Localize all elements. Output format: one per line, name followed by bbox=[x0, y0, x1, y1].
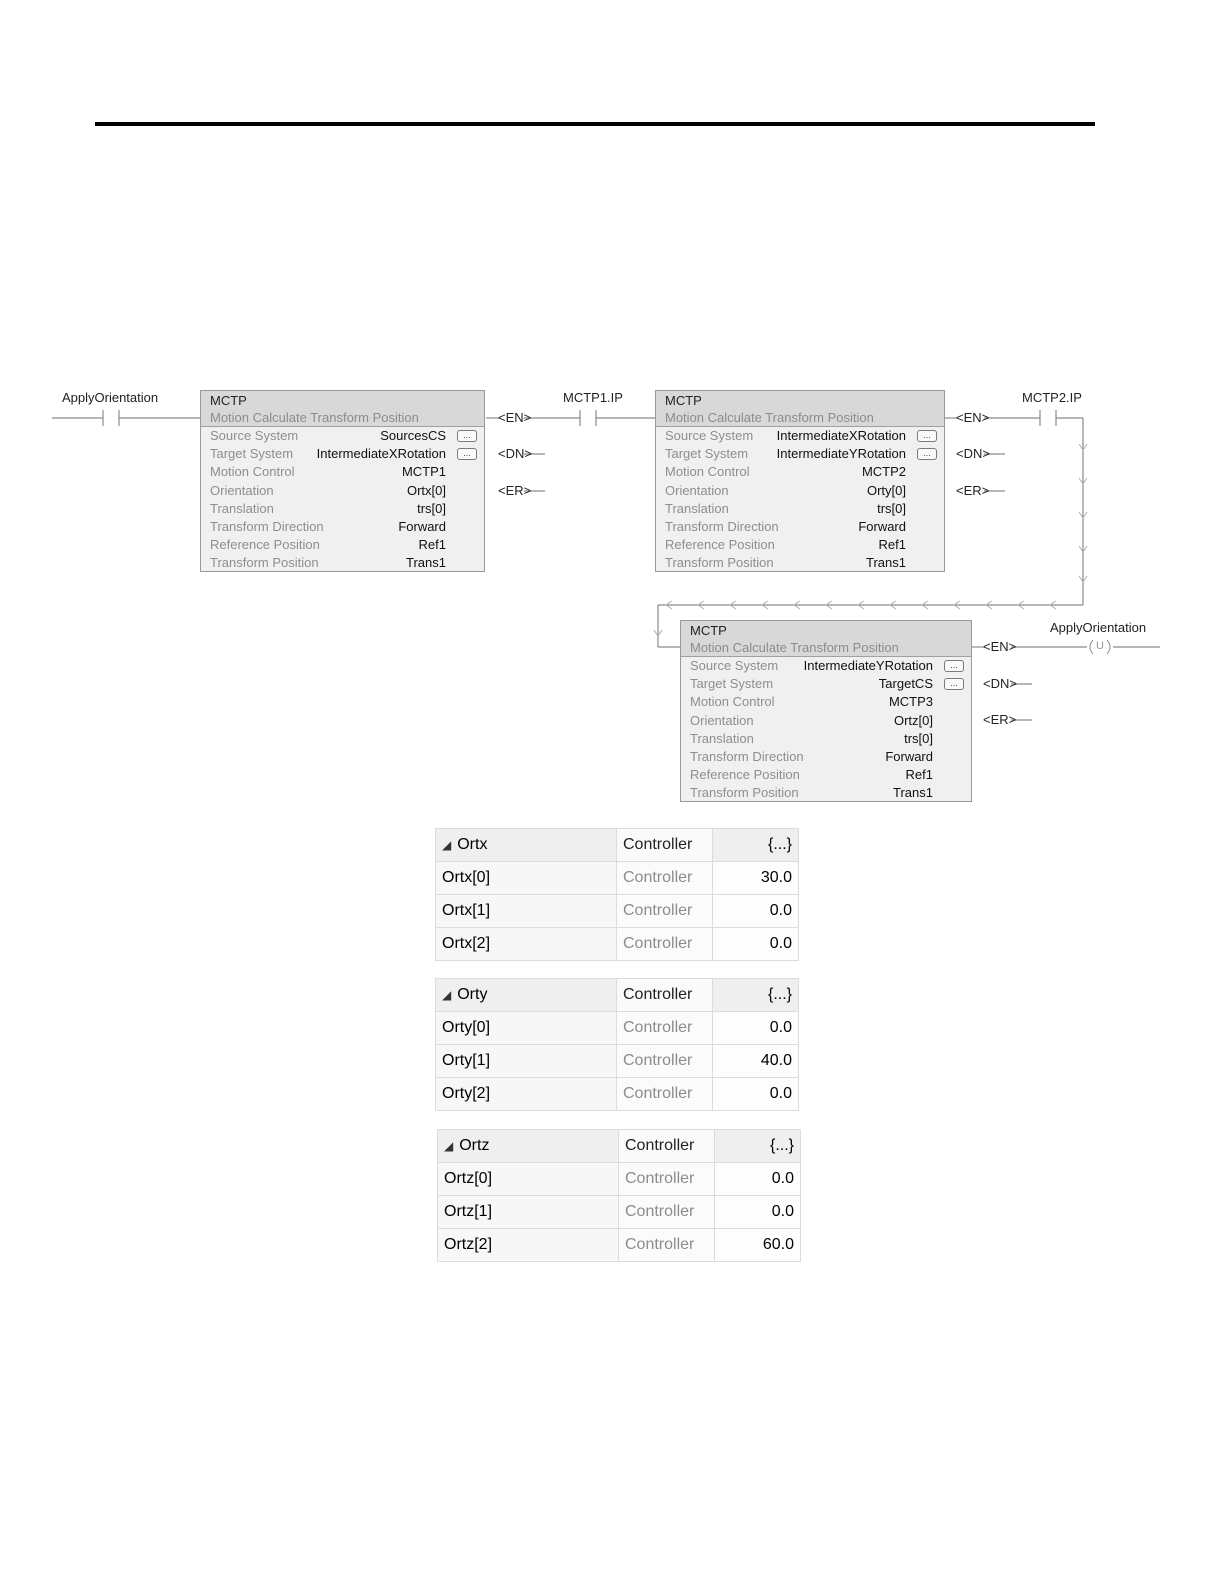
param-key: Transform Position bbox=[210, 555, 319, 571]
table-row[interactable] bbox=[436, 1012, 799, 1045]
table-row[interactable] bbox=[436, 928, 799, 961]
tag-scope: Controller bbox=[617, 1012, 713, 1045]
table-row[interactable] bbox=[436, 979, 799, 1012]
tag-name: Ortx[0] bbox=[436, 862, 617, 895]
param-key: Transform Direction bbox=[665, 518, 779, 534]
param-value: MCTP3 bbox=[888, 694, 933, 710]
tag-scope: Controller bbox=[617, 862, 713, 895]
param-value: Ref1 bbox=[878, 537, 906, 553]
param-key: Target System bbox=[210, 446, 294, 462]
param-key: Motion Control bbox=[665, 464, 750, 480]
tag-value[interactable]: 60.0 bbox=[715, 1229, 801, 1262]
tag-value[interactable]: 0.0 bbox=[713, 1078, 799, 1111]
tag-name: Orty[1] bbox=[436, 1045, 617, 1078]
param-key: Source System bbox=[665, 428, 754, 443]
param-value: Ortz[0] bbox=[893, 712, 933, 728]
contact-tag-label: MCTP2.IP bbox=[1022, 390, 1082, 405]
tag-name: Orty[2] bbox=[436, 1078, 617, 1111]
output-en: <EN> bbox=[956, 410, 990, 425]
block-description: Motion Calculate Transform Position bbox=[665, 410, 874, 425]
table-row[interactable] bbox=[438, 1163, 801, 1196]
param-key: Target System bbox=[690, 676, 774, 692]
param-key: Orientation bbox=[690, 712, 754, 728]
table-row[interactable] bbox=[436, 1078, 799, 1111]
param-value: trs[0] bbox=[417, 500, 446, 516]
param-value: Ref1 bbox=[418, 537, 446, 553]
tag-name: Orty[0] bbox=[436, 1012, 617, 1045]
browse-button[interactable]: ... bbox=[944, 678, 964, 690]
block-description: Motion Calculate Transform Position bbox=[210, 410, 419, 425]
tag-scope: Controller bbox=[617, 895, 713, 928]
param-key: Translation bbox=[690, 730, 754, 746]
param-value: Forward bbox=[398, 518, 446, 534]
tag-scope: Controller bbox=[617, 1078, 713, 1111]
param-value: TargetCS bbox=[878, 676, 933, 692]
param-value: Ref1 bbox=[905, 767, 933, 783]
tag-value[interactable]: 0.0 bbox=[713, 1012, 799, 1045]
table-row[interactable] bbox=[438, 1229, 801, 1262]
collapse-triangle-icon[interactable]: ◢ bbox=[442, 988, 452, 1002]
param-value: Forward bbox=[858, 518, 906, 534]
coil-symbol: U bbox=[1096, 640, 1104, 652]
param-value: Orty[0] bbox=[866, 482, 906, 498]
tag-name: Ortz[0] bbox=[438, 1163, 619, 1196]
tag-value[interactable]: {...} bbox=[713, 829, 799, 862]
output-dn: <DN> bbox=[983, 676, 1017, 691]
mctp-block-2[interactable] bbox=[655, 390, 945, 572]
tag-table-orty bbox=[435, 978, 799, 1111]
param-value: Trans1 bbox=[893, 785, 933, 801]
tag-name: Orty bbox=[457, 986, 488, 1003]
param-key: Reference Position bbox=[210, 537, 320, 553]
tag-scope: Controller bbox=[619, 1130, 715, 1163]
param-value: MCTP1 bbox=[401, 464, 446, 480]
param-value: Ortx[0] bbox=[406, 482, 446, 498]
contact-tag-label: ApplyOrientation bbox=[62, 390, 159, 405]
param-key: Transform Direction bbox=[690, 748, 804, 764]
param-key: Transform Direction bbox=[210, 518, 324, 534]
param-value: Trans1 bbox=[866, 555, 906, 571]
output-en: <EN> bbox=[983, 639, 1017, 654]
block-name: MCTP bbox=[690, 623, 727, 638]
browse-button[interactable]: ... bbox=[457, 448, 477, 460]
table-row[interactable] bbox=[438, 1196, 801, 1229]
output-dn: <DN> bbox=[956, 446, 990, 461]
param-value: IntermediateXRotation bbox=[776, 428, 906, 443]
param-key: Motion Control bbox=[690, 694, 775, 710]
param-key: Orientation bbox=[665, 482, 729, 498]
param-value: trs[0] bbox=[877, 500, 906, 516]
tag-value[interactable]: {...} bbox=[715, 1130, 801, 1163]
contact-tag-label: MCTP1.IP bbox=[563, 390, 623, 405]
param-value: IntermediateYRotation bbox=[803, 658, 933, 673]
browse-button[interactable]: ... bbox=[917, 448, 937, 460]
param-key: Reference Position bbox=[665, 537, 775, 553]
coil-tag-label: ApplyOrientation bbox=[1050, 620, 1147, 635]
table-row[interactable] bbox=[436, 829, 799, 862]
tag-value[interactable]: {...} bbox=[713, 979, 799, 1012]
tag-name: Ortx bbox=[457, 836, 488, 853]
param-value: SourcesCS bbox=[380, 428, 446, 443]
param-key: Transform Position bbox=[665, 555, 774, 571]
param-key: Translation bbox=[210, 500, 274, 516]
collapse-triangle-icon[interactable]: ◢ bbox=[444, 1139, 454, 1153]
mctp-block-1[interactable] bbox=[200, 390, 485, 572]
param-key: Transform Position bbox=[690, 785, 799, 801]
tag-name: Ortz bbox=[459, 1137, 490, 1154]
tag-scope: Controller bbox=[619, 1163, 715, 1196]
tag-value[interactable]: 0.0 bbox=[713, 928, 799, 961]
param-value: MCTP2 bbox=[861, 464, 906, 480]
tag-scope: Controller bbox=[617, 928, 713, 961]
param-key: Target System bbox=[665, 446, 749, 462]
tag-scope: Controller bbox=[617, 1045, 713, 1078]
collapse-triangle-icon[interactable]: ◢ bbox=[442, 838, 452, 852]
param-value: IntermediateYRotation bbox=[776, 446, 906, 462]
coil-left-arc bbox=[1090, 640, 1093, 654]
param-value: Trans1 bbox=[406, 555, 446, 571]
param-value: trs[0] bbox=[904, 730, 933, 746]
table-row[interactable] bbox=[436, 895, 799, 928]
table-row[interactable] bbox=[436, 1045, 799, 1078]
coil-right-arc bbox=[1107, 640, 1110, 654]
param-value: Forward bbox=[885, 748, 933, 764]
tag-value[interactable]: 0.0 bbox=[715, 1163, 801, 1196]
output-er: <ER> bbox=[956, 483, 990, 498]
tag-scope: Controller bbox=[619, 1196, 715, 1229]
tag-scope: Controller bbox=[617, 829, 713, 862]
tag-value[interactable]: 30.0 bbox=[713, 862, 799, 895]
output-er: <ER> bbox=[498, 483, 532, 498]
param-value: IntermediateXRotation bbox=[316, 446, 446, 462]
block-name: MCTP bbox=[665, 393, 702, 408]
tag-value[interactable]: 40.0 bbox=[713, 1045, 799, 1078]
mctp-block-3[interactable] bbox=[680, 620, 972, 802]
block-description: Motion Calculate Transform Position bbox=[690, 640, 899, 655]
browse-button[interactable]: ... bbox=[917, 430, 937, 442]
output-en: <EN> bbox=[498, 410, 532, 425]
tag-value[interactable]: 0.0 bbox=[715, 1196, 801, 1229]
browse-button[interactable]: ... bbox=[944, 660, 964, 672]
tag-scope: Controller bbox=[617, 979, 713, 1012]
output-dn: <DN> bbox=[498, 446, 532, 461]
param-key: Source System bbox=[690, 658, 779, 673]
block-name: MCTP bbox=[210, 393, 247, 408]
tag-scope: Controller bbox=[619, 1229, 715, 1262]
tag-name: Ortz[2] bbox=[438, 1229, 619, 1262]
table-row[interactable] bbox=[438, 1130, 801, 1163]
tag-value[interactable]: 0.0 bbox=[713, 895, 799, 928]
output-er: <ER> bbox=[983, 712, 1017, 727]
param-key: Source System bbox=[210, 428, 299, 443]
param-key: Reference Position bbox=[690, 767, 800, 783]
tag-name: Ortx[1] bbox=[436, 895, 617, 928]
tag-name: Ortz[1] bbox=[438, 1196, 619, 1229]
browse-button[interactable]: ... bbox=[457, 430, 477, 442]
param-key: Motion Control bbox=[210, 464, 295, 480]
tag-name: Ortx[2] bbox=[436, 928, 617, 961]
param-key: Orientation bbox=[210, 482, 274, 498]
table-row[interactable] bbox=[436, 862, 799, 895]
tag-table-ortz bbox=[437, 1129, 801, 1262]
tag-table-ortx bbox=[435, 828, 799, 961]
param-key: Translation bbox=[665, 500, 729, 516]
